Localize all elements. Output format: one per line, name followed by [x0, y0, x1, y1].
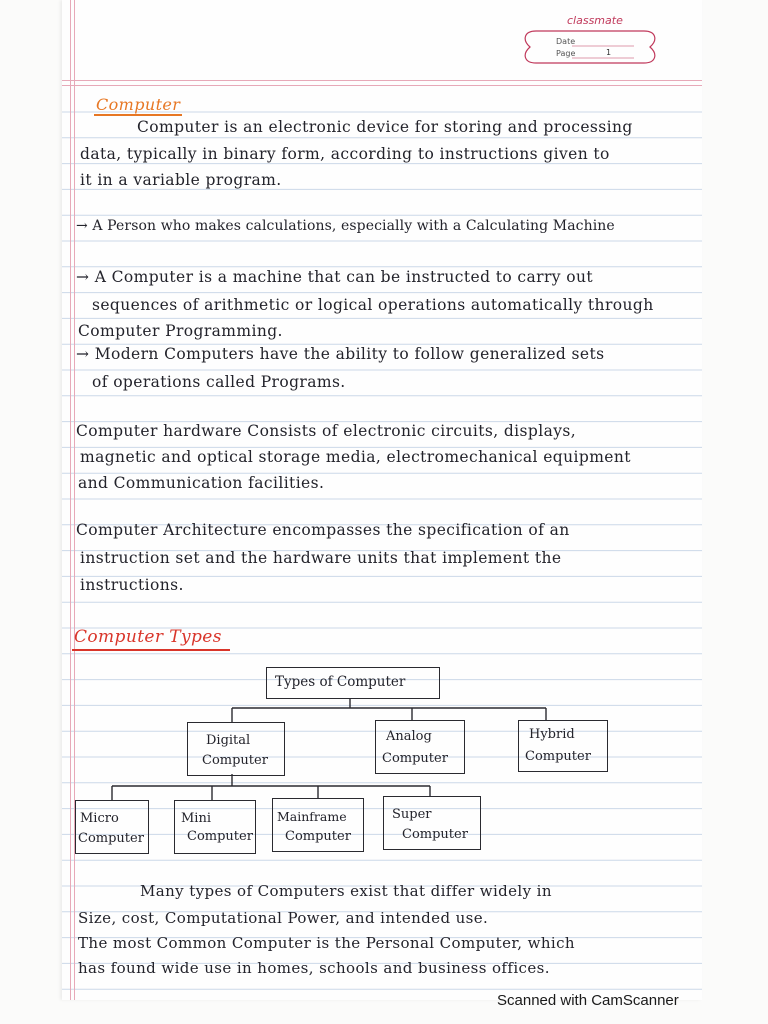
super-computer-label-1: Super	[392, 807, 432, 822]
date-label: Date	[556, 37, 576, 46]
mini-computer-label-1: Mini	[181, 811, 211, 826]
definition-bullet-2-line-1: → A Computer is a machine that can be instructed to carry out	[76, 268, 593, 286]
micro-computer-box	[75, 800, 149, 854]
closing-line-1: Many types of Computers exist that differ widely in	[140, 882, 552, 900]
digital-computer-label-2: Computer	[202, 753, 268, 768]
page-number: 1	[606, 48, 612, 57]
types-heading: Computer Types	[74, 627, 222, 647]
super-computer-box	[383, 796, 481, 850]
closing-line-2: Size, cost, Computational Power, and intended use.	[78, 909, 489, 927]
closing-line-4: has found wide use in homes, schools and business offices.	[78, 959, 550, 977]
definition-bullet-1: → A Person who makes calculations, especially with a Calculating Machine	[76, 218, 615, 234]
definition-bullet-2-line-3: Computer Programming.	[78, 322, 283, 340]
analog-computer-box	[375, 720, 465, 774]
mainframe-computer-box	[272, 798, 364, 852]
architecture-line-1: Computer Architecture encompasses the specification of an	[76, 521, 570, 539]
page-label: Page	[556, 49, 576, 58]
digital-computer-label-1: Digital	[206, 733, 251, 748]
definition-bullet-2-line-2: sequences of arithmetic or logical operations automatically through	[92, 296, 654, 314]
hybrid-computer-label-2: Computer	[525, 749, 591, 764]
analog-computer-label-1: Analog	[386, 729, 432, 744]
page-title: Computer	[96, 95, 181, 114]
closing-line-3: The most Common Computer is the Personal Computer, which	[78, 934, 575, 952]
architecture-line-2: instruction set and the hardware units that implement the	[80, 549, 562, 567]
types-root-box	[266, 667, 440, 699]
hardware-line-3: and Communication facilities.	[78, 474, 325, 492]
hardware-line-1: Computer hardware Consists of electronic circuits, displays,	[76, 422, 577, 440]
mini-computer-box	[174, 800, 256, 854]
architecture-line-3: instructions.	[80, 576, 184, 594]
mini-computer-label-2: Computer	[187, 829, 253, 844]
analog-computer-label-2: Computer	[382, 751, 448, 766]
intro-line-3: it in a variable program.	[80, 171, 282, 189]
brand-label: classmate	[567, 14, 623, 27]
definition-bullet-3-line-1: → Modern Computers have the ability to follow generalized sets	[76, 345, 605, 363]
scanner-watermark: Scanned with CamScanner	[497, 992, 679, 1009]
digital-computer-box	[187, 722, 285, 776]
intro-line-2: data, typically in binary form, according to instructions given to	[80, 145, 610, 163]
super-computer-label-2: Computer	[402, 827, 468, 842]
hybrid-computer-label-1: Hybrid	[529, 727, 575, 742]
mainframe-computer-label-1: Mainframe	[277, 809, 347, 824]
intro-line-1: Computer is an electronic device for storing and processing	[137, 118, 633, 136]
hardware-line-2: magnetic and optical storage media, electromechanical equipment	[80, 448, 631, 466]
definition-bullet-3-line-2: of operations called Programs.	[92, 373, 346, 391]
mainframe-computer-label-2: Computer	[285, 829, 351, 844]
hybrid-computer-box	[518, 720, 608, 772]
types-root-label: Types of Computer	[275, 674, 406, 690]
micro-computer-label-1: Micro	[80, 811, 119, 826]
micro-computer-label-2: Computer	[78, 831, 144, 846]
